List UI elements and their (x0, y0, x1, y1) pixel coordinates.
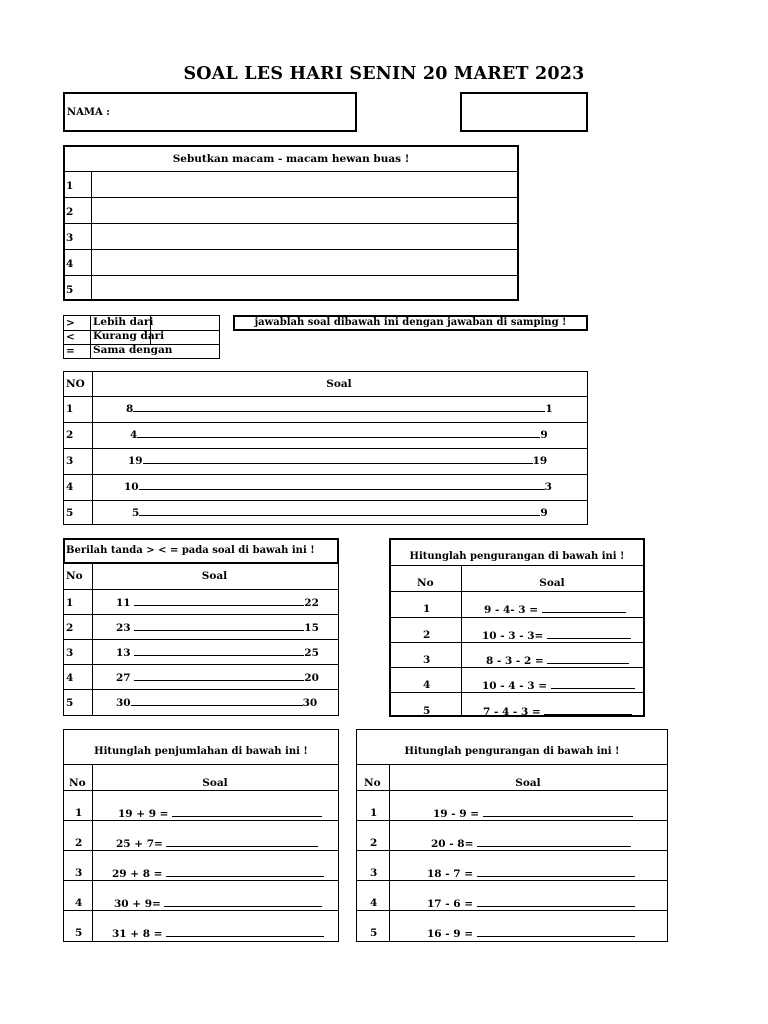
right-value: 9 (540, 429, 548, 441)
expr: 31 + 8 = (112, 928, 163, 940)
kurang2-row (431, 837, 631, 850)
hewan-row-no: 5 (66, 284, 74, 296)
left-value: 8 (126, 403, 134, 415)
expr: 8 - 3 - 2 = (486, 655, 544, 667)
row-no: 3 (66, 455, 74, 467)
jumlah-row (116, 837, 318, 850)
tanda-row (116, 621, 319, 634)
score-box[interactable] (460, 92, 588, 132)
right-value: 1 (545, 403, 553, 415)
right-value: 3 (544, 481, 552, 493)
row-no: 1 (66, 403, 74, 415)
kurang1-row (482, 629, 631, 642)
expr: 20 - 8= (431, 838, 474, 850)
left-value: 4 (130, 429, 138, 441)
hewan-row-no: 4 (66, 258, 74, 270)
hewan-row-no: 1 (66, 180, 74, 192)
row-no: 1 (370, 807, 378, 819)
kurang1-row (486, 654, 629, 667)
hewan-table (63, 145, 519, 301)
kurang1-row (483, 705, 632, 718)
expr: 19 - 9 = (433, 808, 480, 820)
left-value: 5 (132, 507, 140, 519)
row-no: 2 (66, 622, 74, 634)
left-value: 23 (116, 622, 131, 634)
pengurangan-table-1 (389, 538, 645, 717)
row-no: 4 (370, 897, 378, 909)
row-no: 3 (66, 647, 74, 659)
right-value: 15 (304, 622, 319, 634)
row-no: 4 (66, 672, 74, 684)
col-no-header: No (69, 777, 86, 789)
col-no-header: NO (66, 378, 85, 390)
expr: 9 - 4- 3 = (484, 604, 539, 616)
compare-table (63, 371, 588, 525)
hewan-row-no: 2 (66, 206, 74, 218)
page-title: SOAL LES HARI SENIN 20 MARET 2023 (183, 64, 585, 84)
right-value: 9 (540, 507, 548, 519)
col-no-header: No (417, 577, 434, 589)
expr: 10 - 3 - 3= (482, 630, 544, 642)
kurang2-row (427, 867, 635, 880)
row-no: 5 (66, 507, 74, 519)
row-no: 2 (75, 837, 83, 849)
row-no: 4 (75, 897, 83, 909)
compare-row (126, 402, 553, 415)
expr: 25 + 7= (116, 838, 163, 850)
jumlah-row (112, 867, 324, 880)
tanda-table (63, 538, 339, 716)
right-value: 30 (302, 697, 318, 709)
col-no-header: No (364, 777, 381, 789)
row-no: 1 (423, 603, 431, 615)
jumlah-row (118, 807, 322, 820)
compare-row (132, 506, 548, 519)
row-no: 2 (423, 629, 431, 641)
name-label: NAMA : (67, 107, 110, 118)
col-soal-header: Soal (539, 577, 565, 589)
right-value: 22 (304, 597, 319, 609)
col-soal-header: Soal (202, 777, 228, 789)
col-soal-header: Soal (515, 777, 541, 789)
hewan-header: Sebutkan macam - macam hewan buas ! (172, 153, 410, 165)
left-value: 30 (116, 697, 131, 709)
expr: 7 - 4 - 3 = (483, 706, 541, 718)
pengurangan-table-2 (356, 729, 668, 942)
row-no: 5 (423, 705, 431, 717)
expr: 17 - 6 = (427, 898, 474, 910)
kurang1-row (484, 603, 626, 616)
legend-table (63, 315, 220, 359)
legend-symbol: > (66, 317, 75, 329)
expr: 29 + 8 = (112, 868, 163, 880)
row-no: 3 (75, 867, 83, 879)
kurang1-row (482, 679, 635, 692)
row-no: 2 (66, 429, 74, 441)
tanda-row (116, 596, 319, 609)
compare-row (130, 428, 548, 441)
tanda-row (116, 646, 319, 659)
col-soal-header: Soal (326, 378, 352, 390)
row-no: 4 (423, 679, 431, 691)
legend-symbol: = (66, 345, 75, 357)
row-no: 2 (370, 837, 378, 849)
legend-text: Kurang dari (93, 330, 165, 342)
right-value: 25 (304, 647, 319, 659)
kurang2-row (433, 807, 633, 820)
row-no: 3 (423, 654, 431, 666)
expr: 18 - 7 = (427, 868, 474, 880)
col-no-header: No (66, 570, 83, 582)
left-value: 27 (116, 672, 131, 684)
right-value: 19 (532, 455, 548, 467)
kurang1-header: Hitunglah pengurangan di bawah ini ! (409, 551, 625, 562)
penjumlahan-table (63, 729, 339, 942)
compare-row (128, 454, 547, 467)
row-no: 5 (370, 927, 378, 939)
tanda-row (116, 696, 317, 709)
row-no: 3 (370, 867, 378, 879)
instruction-text: jawablah soal dibawah ini dengan jawaban di samping ! (254, 317, 567, 328)
row-no: 5 (75, 927, 83, 939)
kurang2-row (427, 897, 635, 910)
jumlah-row (114, 897, 322, 910)
right-value: 20 (304, 672, 319, 684)
tanda-row (116, 671, 319, 684)
kurang2-header: Hitunglah pengurangan di bawah ini ! (404, 746, 620, 757)
row-no: 1 (75, 807, 83, 819)
expr: 30 + 9= (114, 898, 161, 910)
col-soal-header: Soal (201, 570, 228, 582)
expr: 16 - 9 = (427, 928, 474, 940)
row-no: 1 (66, 597, 74, 609)
left-value: 11 (116, 597, 131, 609)
legend-text: Sama dengan (93, 344, 173, 356)
name-box[interactable] (63, 92, 357, 132)
expr: 10 - 4 - 3 = (482, 680, 548, 692)
jumlah-row (112, 927, 324, 940)
left-value: 13 (116, 647, 131, 659)
expr: 19 + 9 = (118, 808, 169, 820)
compare-row (124, 480, 552, 493)
hewan-row-no: 3 (66, 232, 74, 244)
left-value: 10 (124, 481, 139, 493)
row-no: 5 (66, 697, 74, 709)
row-no: 4 (66, 481, 74, 493)
instruction-box (233, 315, 588, 331)
legend-text: Lebih dari (93, 316, 154, 328)
legend-symbol: < (66, 331, 75, 343)
tanda-header: Berilah tanda > < = pada soal di bawah ini ! (66, 545, 315, 556)
kurang2-row (427, 927, 635, 940)
left-value: 19 (128, 455, 143, 467)
jumlah-header: Hitunglah penjumlahan di bawah ini ! (94, 746, 308, 757)
